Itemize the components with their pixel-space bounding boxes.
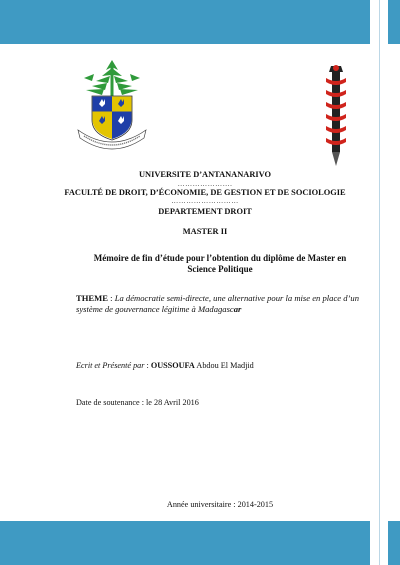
theme-label: THEME (76, 293, 108, 303)
page-edge-line (379, 0, 380, 565)
faculty-emblem-icon (321, 62, 351, 168)
theme-statement (76, 293, 366, 315)
author-firstnames: Abdou El Madjid (194, 361, 254, 370)
bottom-band-right (388, 521, 400, 565)
author-lastname: OUSSOUFA (150, 361, 195, 370)
memoire-title (70, 253, 370, 275)
memoire-line: Science Politique (187, 264, 253, 274)
top-band-right (388, 0, 400, 44)
theme-separator: : (108, 293, 115, 303)
master-level: MASTER II (182, 227, 228, 236)
academic-year: Année universitaire : 2014-2015 (166, 500, 274, 509)
defense-date: Date de soutenance : le 28 Avril 2016 (76, 398, 199, 407)
university-name: UNIVERSITE D’ANTANANARIVO (138, 170, 272, 179)
separator-dots: ……………………… (171, 197, 239, 205)
university-coat-of-arms-icon (74, 54, 150, 158)
author-line (76, 361, 254, 370)
faculty-name: FACULTÉ DE DROIT, D’ÉCONOMIE, DE GESTION ET DE SOCIOLOGIE (64, 188, 346, 197)
memoire-line: Mémoire de fin d’étude pour l’obtention du diplôme de Master en (93, 253, 347, 263)
department-name: DEPARTEMENT DROIT (158, 207, 252, 216)
separator-dots: …………………. (177, 180, 233, 188)
author-separator: : (144, 361, 151, 370)
bottom-band-left (0, 521, 370, 565)
theme-text: La démocratie semi-directe, une alternative pour la mise en place d’un système de gouvernance légitime à Madagasc (76, 293, 359, 314)
author-prefix: Ecrit et Présenté par (76, 361, 145, 370)
top-band-left (0, 0, 370, 44)
theme-text-tail: ar (233, 304, 242, 314)
